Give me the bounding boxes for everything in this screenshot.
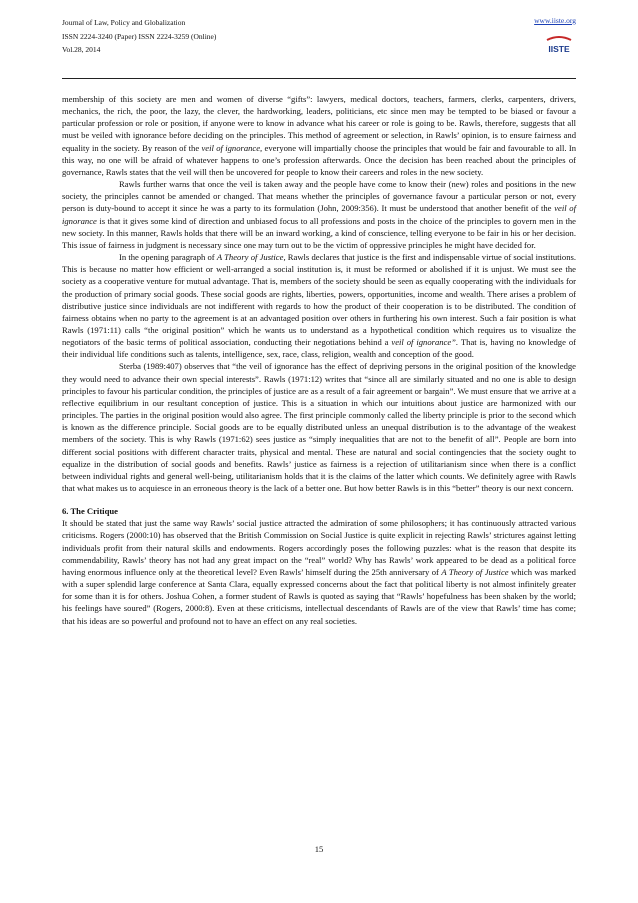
text-run: Sterba (1989:407) observes that “the veil of ignorance has the effect of depriving persons in the original position of the knowledge they would need to advance their own special interests”. Rawls (1971:12) writes that “since all are similarly situated and no one is able to design principles to favour his particular condition, the principles of justice are as a result of a fair agreement or bargain”. We must ensure that we arrive at a reflective equilibrium in our resultant conception of justice. This is a situation in which our intuitions about justice are harmonized with our principles. The parties in the original position would also agree. The first principle commonly called the liberty principle is prior to the second which is known as the difference principle. Social goods are to be equally distributed unless an unequal distribution is to the advantage of the weakest members of the society. This is why Rawls (1971:62) sees justice as “simply inequalities that are not to the benefit of all”. People are born into different social positions with different character traits, physical and mental. These are natural and social contingencies that the society ought to equalize in the distribution of social goods and benefits. Rawls’ justice as fairness is a rejection of utilitarianism since when there is a conflict between individual rights and general well-being, utilitarianism holds that it is the claims of the latter which counts. We definitely agree with Rawls that what makes us to acquiesce in an erroneous theory is the lack of a better one. But how better Rawls is in this “better” theory is our next concern. <box>62 361 576 493</box>
text-run: In the opening paragraph of <box>119 252 217 263</box>
journal-url-link[interactable]: www.iiste.org <box>534 16 576 25</box>
text-run: which was marked with a super splendid large conference at Santa Clara, equally expressed concerns about the fact that political liberty is not almost infinitely greater for some than it is for others. Joshua Cohen, a former student of Rawls is quoted as saying that “Rawls’ hopefulness has been shaken by the world; his feelings have soured” (Rogers, 2000:8). Even at these criticisms, intellectual descendants of Rawls are of the view that Rawls’ time has come; that his ideas are so powerful and profound not to have an effect on any real societies. <box>62 566 576 626</box>
italic-text: veil of ignorance”. <box>391 337 459 348</box>
text-run: Rawls declares that justice is the first and indispensable virtue of social institutions. This is because no matter how efficient or well-arranged a social institution is, it must be reformed or abolished if it is unjust. We must see the society as a cooperative venture for mutual advantage. That is, members of the society should be seen as equally cooperating with the individuals for the production of primary social goods. These social goods are rights, liberties, powers, opportunities, income and wealth. There arises a problem of distributive justice since individuals are not indifferent with regards to how the product of their cooperation is to be distributed. The condition of fairness obtains when no party to the agreement is at an advantaged position over others in furthering his own interest. Such a fair position is what Rawls (1971:11) calls “the original position” which he wants us to understand as a hypothetical condition which requires us to visualize the negotiators of the basic terms of political association, conducting their negotiations behind a <box>62 252 576 348</box>
body-paragraph <box>62 93 576 178</box>
page-header <box>62 16 576 86</box>
italic-text: A Theory of Justice <box>441 566 509 577</box>
volume-line: Vol.28, 2014 <box>62 45 101 54</box>
text-run: It should be stated that just the same way Rawls’ social justice attracted the admiration of some philosophers; it has continuously attracted various criticisms. Rogers (2000:10) has observed that the British Commission on Social Justice is quite explicit in rejecting Rawls’ strictures against letting individuals profit from their natural skills and endowments. Rogers accordingly poses the following puzzles: what is the reason that despite its commendability, Rawls’ theory has not had any great impact on the “real” world? Why has Rawls’ work appeared to be dead as a political force having enormous influence only at the theoretical level? Even Rawls’ himself during the 25th anniversary of <box>62 518 576 577</box>
page-number: 15 <box>314 844 324 854</box>
section-heading <box>62 505 576 517</box>
text-run: That is, having no knowledge of their individual life conditions such as talents, intelligence, sex, race, class, religion, wealth and conception of the good. <box>62 337 576 360</box>
journal-title: Journal of Law, Policy and Globalization <box>62 18 186 27</box>
logo-text: IISTE <box>548 44 570 54</box>
italic-text: veil of ignorance <box>62 203 576 226</box>
text-run: everyone will impartially choose the principles that would be fair and favourable to all. In this way, no one will be afraid of whatever happens to one’s profession afterwards. Once the decision has been reached about the principles of governance, Rawls states that the veil will then be uncovered for people to know their careers and roles in the new society. <box>62 142 576 177</box>
body-paragraph <box>62 178 576 251</box>
italic-text: A Theory of Justice, <box>216 252 286 263</box>
text-run: 6. The Critique <box>62 506 118 517</box>
issn-line: ISSN 2224-3240 (Paper) ISSN 2224-3259 (Online) <box>62 31 217 41</box>
text-run: Rawls further warns that once the veil is taken away and the people have come to know their (new) roles and positions in the new society, the principles cannot be amended or changed. That means whether the principles of governance favour a particular person or not, every person is duty-bound to accept it since he was a party to its formulation (John, 2009:356). It must be understood that another benefit of the <box>62 179 576 214</box>
article-body <box>62 93 576 627</box>
iiste-logo <box>544 34 574 58</box>
text-run: is that it gives some kind of direction and unbiased focus to all professions and posts in the choice of the principles to govern men in the new society. In this manner, Rawls holds that there will be an inward working, a kind of conscience, telling everyone to be fair in his or her decision. This issue of fairness in judgment is necessary since one may turn out to be the victim of oppressive principles he might have decided for. <box>62 215 576 250</box>
text-run: membership of this society are men and women of diverse “gifts”: lawyers, medical doctors, teachers, farmers, clerks, carpenters, drivers, mechanics, the rich, the poor, the lazy, the clever, the hardworking, leaders, politicians, etc since men may be tempted to be biased or favour a particular profession or role or position, if anyone were to know in advance what his career or role is going to be. Rawls, therefore, suggests that all must be veiled with ignorance before deciding on the principles. This method of agreement or selection, in Rawls’ opinion, is to ensure fairness and equality in the society. By reason of the <box>62 94 576 153</box>
body-paragraph <box>62 251 576 360</box>
italic-text: veil of ignorance, <box>201 142 263 153</box>
body-paragraph <box>62 360 576 494</box>
header-rule <box>62 78 576 79</box>
body-paragraph <box>62 517 576 626</box>
